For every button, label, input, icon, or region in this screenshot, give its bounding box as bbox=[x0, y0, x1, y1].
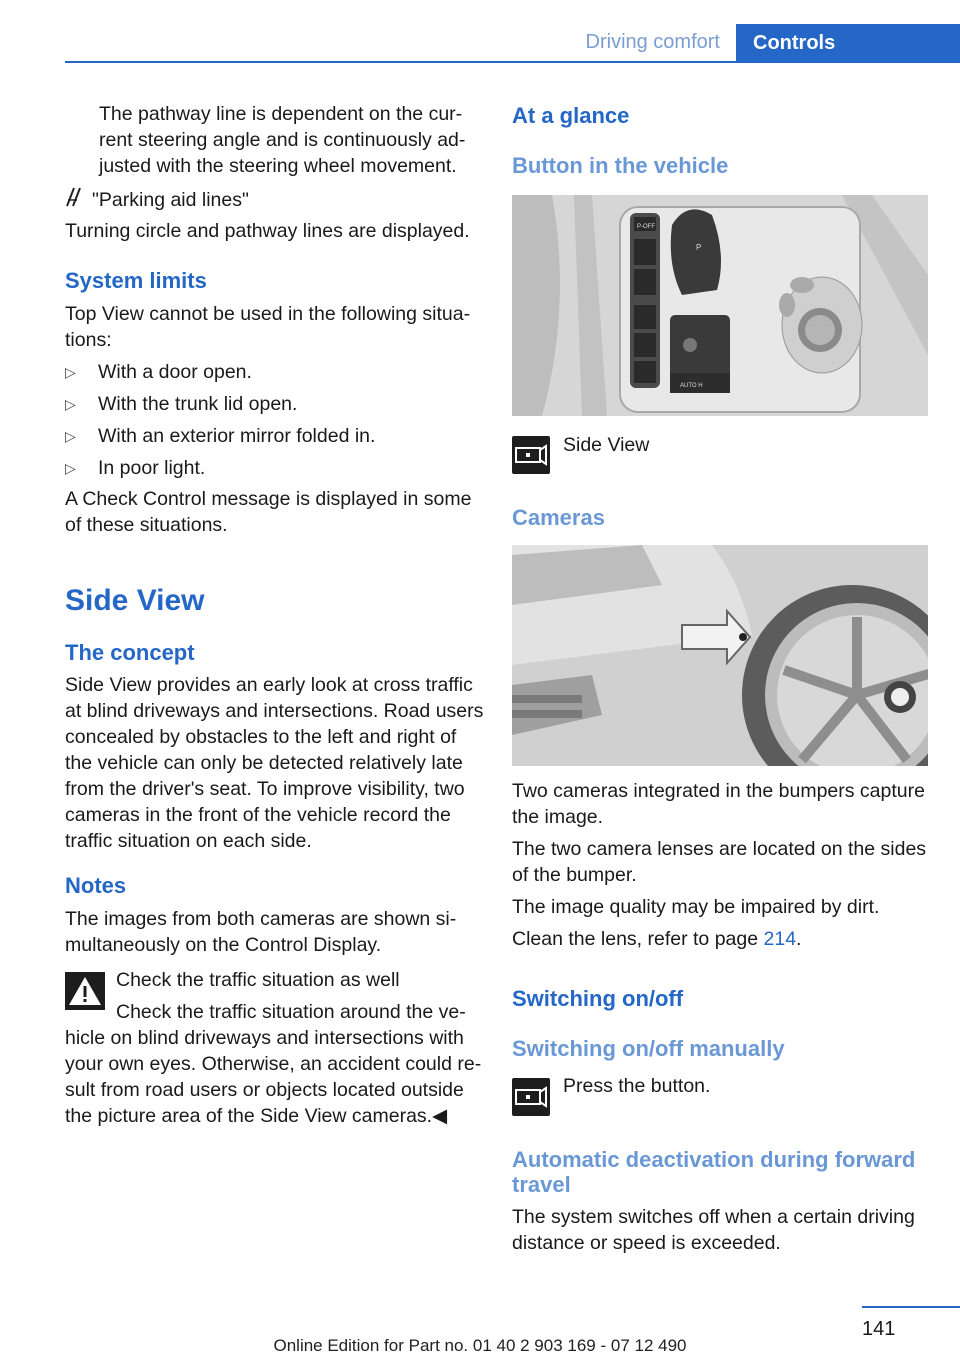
warning-line-1: Check the traffic situation around the ve- bbox=[116, 1001, 466, 1023]
side-view-button-icon bbox=[512, 1078, 550, 1116]
side-view-heading: Side View bbox=[65, 584, 205, 617]
bullet-triangle-icon: ▷ bbox=[65, 396, 76, 412]
header-section: Driving comfort bbox=[585, 31, 720, 53]
intro-paragraph: The pathway line is dependent on the cur- rent steering angle and is continuously ad- justed with the steering wheel movement. bbox=[99, 103, 466, 177]
page-number: 141 bbox=[862, 1318, 896, 1340]
concept-paragraph: Side View provides an early look at cross traffic at blind driveways and intersections. Road users concealed by obstacles to the left and right of the vehicle can only be detected relatively late from the driver's seat. To improve visibility, two cameras in the front of the vehicle record the traffic situation on each side. bbox=[65, 674, 484, 852]
p-off-label: P-OFF bbox=[637, 224, 655, 230]
cameras-paragraph-1: Two cameras integrated in the bumpers capture the image. bbox=[512, 780, 925, 828]
header-rule bbox=[65, 61, 960, 63]
side-view-button-icon bbox=[512, 436, 550, 474]
switching-heading: Switching on/off bbox=[512, 986, 684, 1011]
bumper-camera-photo bbox=[512, 545, 928, 766]
check-control-text: A Check Control message is displayed in some of these situations. bbox=[65, 488, 472, 536]
warning-icon bbox=[65, 972, 105, 1010]
parking-aid-label: "Parking aid lines" bbox=[92, 189, 249, 211]
bullet-triangle-icon: ▷ bbox=[65, 428, 76, 444]
notes-heading: Notes bbox=[65, 873, 127, 898]
shifter-p-label: P bbox=[696, 243, 702, 252]
parking-aid-desc: Turning circle and pathway lines are displayed. bbox=[65, 220, 470, 242]
warning-title: Check the traffic situation as well bbox=[116, 969, 400, 991]
bullet-triangle-icon: ▷ bbox=[65, 364, 76, 380]
concept-heading: The concept bbox=[65, 640, 195, 665]
button-in-vehicle-heading: Button in the vehicle bbox=[512, 153, 729, 178]
page-reference-link[interactable]: 214 bbox=[763, 928, 797, 950]
footer-edition: Online Edition for Part no. 01 40 2 903 169 - 07 12 490 bbox=[273, 1336, 687, 1355]
auto-deactivation-text: The system switches off when a certain driving distance or speed is exceeded. bbox=[512, 1206, 915, 1254]
cameras-paragraph-3: The image quality may be impaired by dirt. bbox=[512, 896, 880, 918]
clean-lens-paragraph: Clean the lens, refer to page 214. bbox=[512, 928, 802, 950]
system-limits-heading: System limits bbox=[65, 268, 207, 293]
switching-manual-heading: Switching on/off manually bbox=[512, 1036, 785, 1061]
parking-aid-lines-icon bbox=[65, 186, 87, 208]
notes-paragraph: The images from both cameras are shown si- multaneously on the Control Display. bbox=[65, 908, 457, 956]
console-photo bbox=[512, 195, 928, 416]
auto-h-label: AUTO H bbox=[680, 383, 703, 389]
cameras-paragraph-2: The two camera lenses are located on the sides of the bumper. bbox=[512, 838, 927, 886]
warning-body: hicle on blind driveways and intersections with your own eyes. Otherwise, an accident could re- sult from road users or objects located outside the picture area of the Side View cameras.◀ bbox=[65, 1027, 482, 1127]
press-button-text: Press the button. bbox=[563, 1075, 711, 1097]
footer-rule bbox=[862, 1306, 960, 1308]
header-chapter-tab[interactable]: Controls bbox=[736, 24, 960, 62]
at-a-glance-heading: At a glance bbox=[512, 103, 630, 128]
cameras-heading: Cameras bbox=[512, 505, 605, 530]
auto-deactivation-heading: Automatic deactivation during forward travel bbox=[512, 1147, 916, 1197]
side-view-button-label: Side View bbox=[563, 434, 650, 456]
bullet-triangle-icon: ▷ bbox=[65, 460, 76, 476]
system-limits-text: Top View cannot be used in the following situa- tions: bbox=[65, 303, 471, 351]
